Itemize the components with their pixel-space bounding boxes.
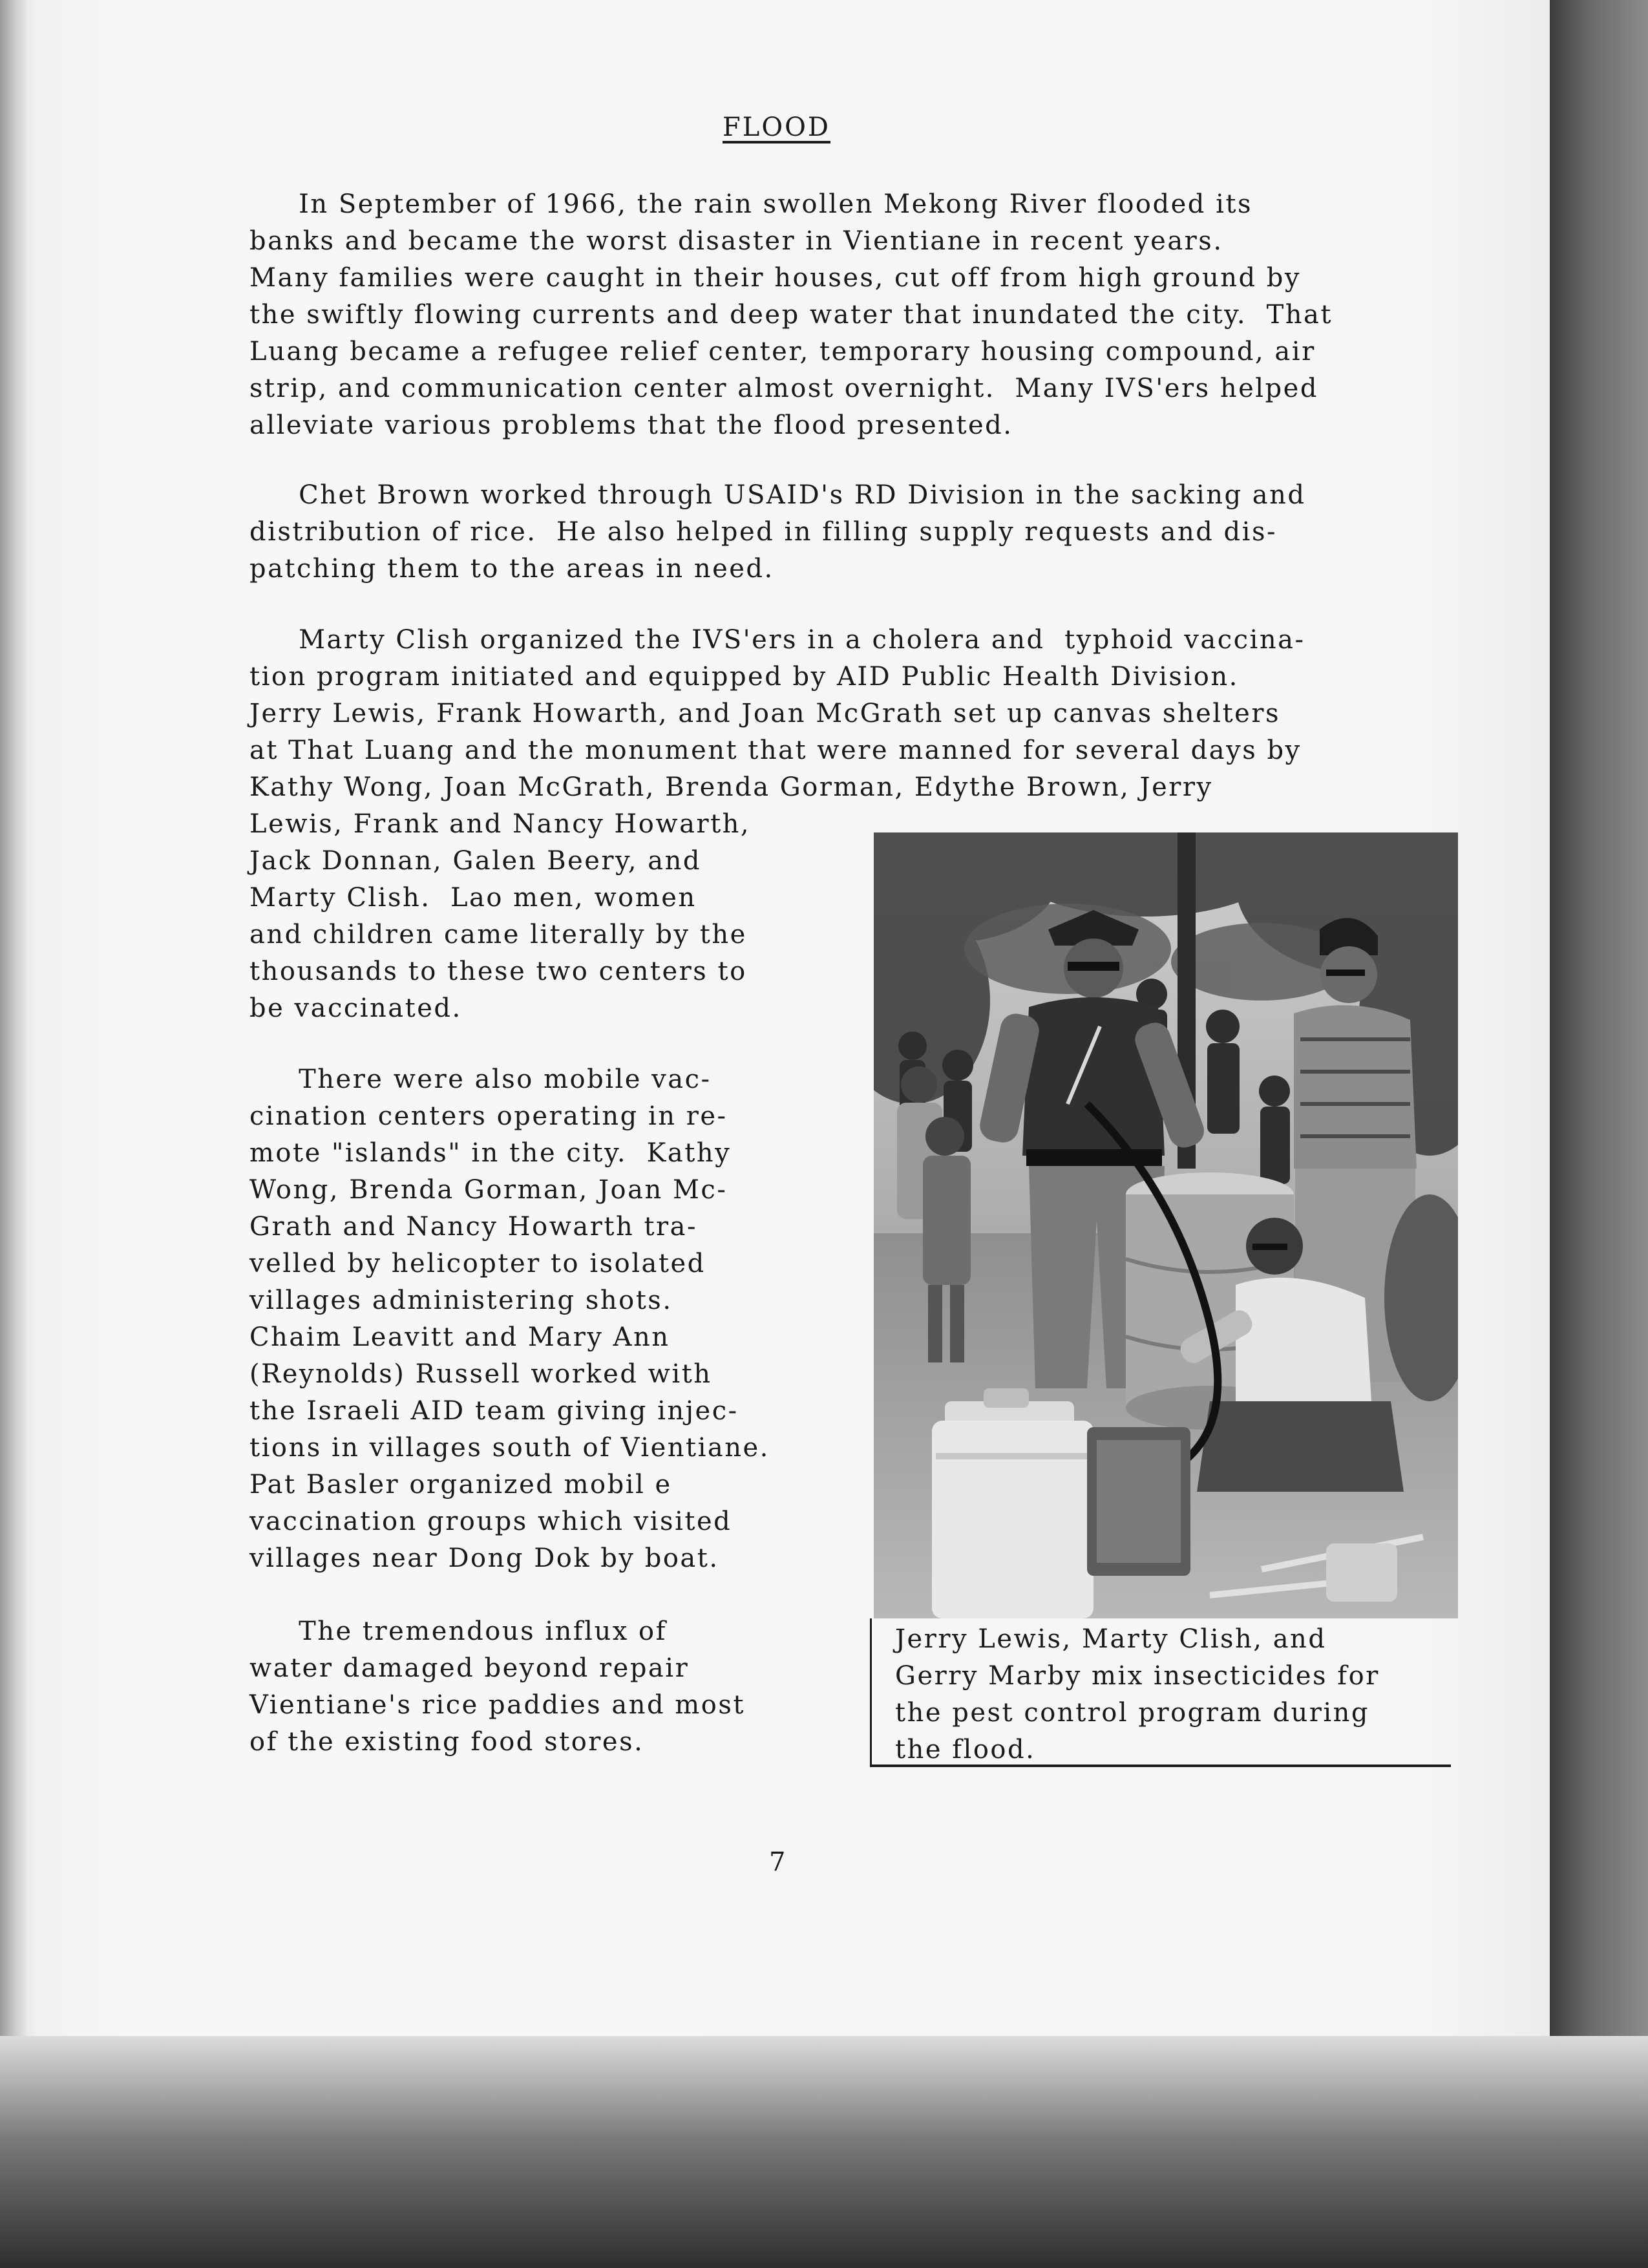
paragraph-vaccination-program-continued: Lewis, Frank and Nancy Howarth, Jack Donnan, Galen Beery, and Marty Clish. Lao men, women and children came literally by the thousands to these two centers to be vaccinated.	[249, 809, 751, 1023]
photo-caption: Jerry Lewis, Marty Clish, and Gerry Marby mix insecticides for the pest control program during the flood.	[895, 1624, 1380, 1765]
photo-caption-box	[870, 1618, 1451, 1767]
flood-photo	[874, 832, 1458, 1618]
paragraph-flood-intro: In September of 1966, the rain swollen Mekong River flooded its banks and became the worst disaster in Vientiane in recent years. Many families were caught in their houses, cut off from high ground by the swiftly flowing currents and deep water that inundated the city. That Luang became a refugee relief center, temporary housing compound, air strip, and communication center almost overnight. Many IVS'ers helped alleviate various problems that the flood presented.	[249, 189, 1333, 440]
paragraph-chet-brown: Chet Brown worked through USAID's RD Division in the sacking and distribution of rice. He also helped in filling supply requests and dis- patching them to the areas in need.	[249, 480, 1306, 584]
paragraph-mobile-centers: There were also mobile vac- cination centers operating in re- mote "islands" in the city. Kathy Wong, Brenda Gorman, Joan Mc- Grath and Nancy Howarth tra- velled by helicopter to isolated villages administering shots. Chaim Leavitt and Mary Ann (Reynolds) Russell worked with the Israeli AID team giving injec- tions in villages south of Vientiane. Pat Basler organized mobil e vaccination groups which visited villages near Dong Dok by boat.	[249, 1065, 770, 1573]
page-binding-shadow	[0, 0, 27, 2036]
page-number: 7	[769, 1847, 786, 1877]
paragraph-food-damage: The tremendous influx of water damaged beyond repair Vientiane's rice paddies and most of the existing food stores.	[249, 1616, 745, 1757]
flood-photo-illustration	[874, 832, 1458, 1618]
paragraph-vaccination-program: Marty Clish organized the IVS'ers in a cholera and typhoid vaccina- tion program initiated and equipped by AID Public Health Division. Jerry Lewis, Frank Howarth, and Joan McGrath set up canvas shelters at That Luang and the monument that were manned for several days by Kathy Wong, Joan McGrath, Brenda Gorman, Edythe Brown, Jerry	[249, 625, 1305, 802]
next-page-edge	[1550, 0, 1648, 2036]
page-title: FLOOD	[723, 112, 830, 142]
scan-bottom-shadow	[0, 2036, 1648, 2268]
